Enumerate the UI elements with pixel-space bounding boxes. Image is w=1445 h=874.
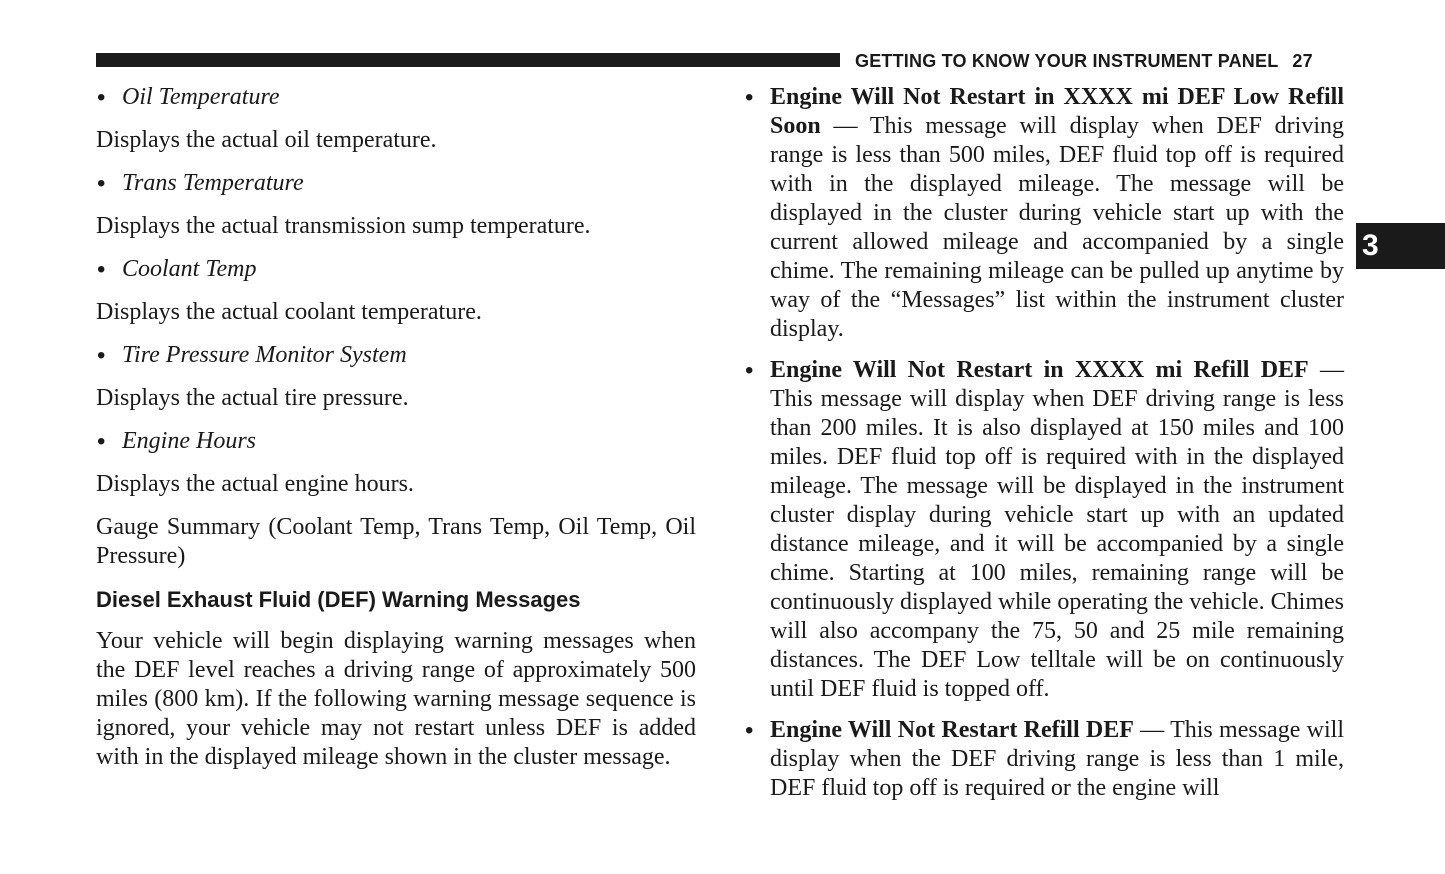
list-item: [96, 341, 696, 370]
bullet-icon: •: [97, 84, 106, 111]
item-description: Displays the actual transmission sump temperature.: [96, 213, 591, 239]
item-title: Trans Temperature: [122, 170, 304, 196]
header-rule: [96, 53, 840, 67]
chapter-tab: 3: [1356, 223, 1445, 269]
message-title: Engine Will Not Restart in XXXX mi Refill DEF: [770, 357, 1309, 383]
message-body: — This message will display when the DEF driving range is less than 1 mile, DEF fluid top off is required or the engine will: [770, 717, 1344, 801]
message-body: — This message will display when DEF driving range is less than 500 miles, DEF fluid top off is required with in the displayed mileage. The message will be displayed in the cluster during vehicle start up with the current allowed mileage and accompanied by a single chime. The remaining mileage can be pulled up anytime by way of the “Messages” list within the instrument cluster display.: [770, 113, 1344, 342]
item-title: Tire Pressure Monitor System: [122, 342, 407, 368]
bullet-icon: •: [97, 256, 106, 283]
warning-message-item: [744, 83, 1344, 344]
item-title: Oil Temperature: [122, 84, 280, 110]
page-number: 27: [1292, 51, 1313, 71]
left-column: [96, 83, 696, 786]
item-description: Displays the actual engine hours.: [96, 471, 414, 497]
item-title: Engine Hours: [122, 428, 256, 454]
intro-paragraph: Your vehicle will begin displaying warning messages when the DEF level reaches a driving range of approximately 500 miles (800 km). If the following warning message sequence is ignored, your vehicle may not restart unless DEF is added with in the displayed mileage shown in the cluster message.: [96, 628, 696, 770]
item-description: Displays the actual tire pressure.: [96, 385, 409, 411]
list-item: [96, 83, 696, 112]
warning-message-item: [744, 716, 1344, 803]
item-description: Displays the actual oil temperature.: [96, 127, 437, 153]
message-body: — This message will display when DEF driving range is less than 200 miles. It is also displayed at 150 miles and 100 miles. DEF fluid top off is required with in the displayed mileage. The message will be displayed in the instrument cluster display during vehicle start up with an updated distance mileage, and it will be accompanied by a single chime. Starting at 100 miles, remaining range will be continuously displayed while operating the vehicle. Chimes will also accompany the 75, 50 and 25 mile remaining distances. The DEF Low telltale will be on continuously until DEF fluid is topped off.: [770, 357, 1345, 702]
bullet-icon: •: [97, 170, 106, 197]
bullet-icon: •: [745, 84, 754, 111]
bullet-icon: •: [97, 342, 106, 369]
list-item: [96, 255, 696, 284]
running-header: [855, 49, 1350, 73]
bullet-icon: •: [745, 357, 754, 384]
gauge-summary: Gauge Summary (Coolant Temp, Trans Temp, Oil Temp, Oil Pressure): [96, 514, 696, 569]
list-item: [96, 427, 696, 456]
message-title: Engine Will Not Restart Refill DEF: [770, 717, 1134, 743]
header-section-title: GETTING TO KNOW YOUR INSTRUMENT PANEL: [855, 51, 1279, 71]
bullet-icon: •: [745, 717, 754, 744]
list-item: [96, 169, 696, 198]
item-title: Coolant Temp: [122, 256, 257, 282]
right-column: [744, 83, 1344, 815]
item-description: Displays the actual coolant temperature.: [96, 299, 482, 325]
warning-message-item: [744, 356, 1344, 704]
section-heading: Diesel Exhaust Fluid (DEF) Warning Messages: [96, 587, 581, 612]
bullet-icon: •: [97, 428, 106, 455]
message-title: Engine Will Not Restart in XXXX mi DEF Low Refill Soon: [770, 84, 1344, 139]
